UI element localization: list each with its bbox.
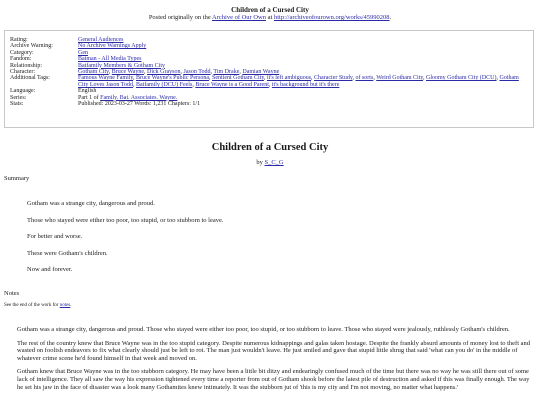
tag-link[interactable]: Gotham City Loves Jason Todd <box>78 75 519 88</box>
work-meta-box <box>4 30 534 128</box>
character-link[interactable]: Tim Drake <box>213 69 240 76</box>
tags-label: Additional Tags: <box>10 75 50 82</box>
rating-label: Rating: <box>10 37 28 43</box>
posted-suffix: . <box>389 14 392 21</box>
tag-link[interactable]: Sentient Gotham City <box>212 75 264 82</box>
character-link[interactable]: Jason Todd <box>183 69 211 76</box>
body-paragraph: Gotham was a strange city, dangerous and proud. Those who stayed were either too poor, too stupid, or too stubborn to leave. Those who stayed were jealously, ruthlessly Gotham's children. <box>17 326 510 333</box>
posted-line <box>0 14 540 22</box>
work-url-link[interactable]: http://archiveofourown.org/works/45990208 <box>273 14 390 21</box>
notes-heading: Notes <box>4 290 20 297</box>
tags-list: Famous Wayne Family, Bruce Wayne's Public Persona, Sentient Gotham City, it's left ambiguous, Character Study, of sorts, Weird Gotham City, Gloomy Gotham City (DCU), Gotham City Loves Jason Todd, Batfamily (DCU) Feels, Bruce Wayne is a Good Parent, it's background but it's there <box>78 75 519 88</box>
download-header <box>0 0 540 22</box>
tag-link[interactable]: of sorts <box>355 75 374 82</box>
notes-suffix: . <box>70 303 72 308</box>
body-paragraph: The rest of the country knew that Bruce Wayne was in the too stupid category. Despite numerous kidnappings and galas taken hostage. Despite the frankly absurd amounts of money lost to theft and wasted on foolish endeavors to fix what clearly should just be left to rot. The man just wouldn't leave. He just smiled and gave that stupid little shrug that said 'what can you do' in the middle of whatever crime scene he'd found himself in that week and moved on. <box>17 339 531 362</box>
summary-line: Gotham was a strange city, dangerous and proud. <box>27 200 155 207</box>
story-title: Children of a Cursed City <box>211 142 329 153</box>
fandom-label: Fandom: <box>10 56 32 63</box>
category-label: Category: <box>10 49 34 56</box>
tag-link[interactable]: Famous Wayne Family <box>78 75 134 82</box>
tag-link[interactable]: Character Study <box>314 75 353 82</box>
notes-link[interactable]: notes <box>59 303 71 308</box>
summary-line: For better and worse. <box>27 233 83 240</box>
tag-link[interactable]: it's background but it's there <box>271 81 340 88</box>
relationship-link[interactable]: Batfamily Members & Gotham City <box>78 62 165 69</box>
character-link[interactable]: Damian Wayne <box>242 69 280 76</box>
archive-link[interactable]: Archive of Our Own <box>212 14 266 21</box>
work-title: Children of a Cursed City <box>231 6 309 14</box>
series-prefix: Part 1 of <box>78 94 101 101</box>
warning-label: Archive Warning: <box>10 43 53 50</box>
series-link[interactable]: Family. Bat. Associates. Wayne. <box>100 94 178 101</box>
character-list: Gotham City, Bruce Wayne, Dick Grayson, Jason Todd, Tim Drake, Damian Wayne <box>78 69 280 76</box>
tag-link[interactable]: Bruce Wayne's Public Persona <box>136 75 209 82</box>
language-value: English <box>78 88 97 95</box>
byline-prefix: by <box>256 159 265 166</box>
summary-line: These were Gotham's children. <box>27 249 108 257</box>
stats-label: Stats: <box>10 101 24 108</box>
character-link[interactable]: Gotham City <box>78 69 109 76</box>
posted-prefix: Posted originally on the <box>148 14 213 21</box>
byline <box>0 159 540 166</box>
posted-mid: at <box>266 14 274 21</box>
tag-link[interactable]: Batfamily (DCU) Feels <box>135 81 193 88</box>
fandom-link[interactable]: Batman - All Media Types <box>78 56 142 63</box>
tag-link[interactable]: Gloomy Gotham City (DCU) <box>426 75 497 82</box>
language-label: Language: <box>10 88 36 95</box>
notes-prefix: See the end of the work for <box>4 303 60 308</box>
warning-link[interactable]: No Archive Warnings Apply <box>78 43 147 50</box>
summary-heading: Summary <box>4 175 30 182</box>
notes-line <box>4 303 72 308</box>
tag-link[interactable]: Bruce Wayne is a Good Parent <box>195 81 269 88</box>
tag-link[interactable]: it's left ambiguous <box>266 75 312 82</box>
author-link[interactable]: S_C_G <box>264 159 284 166</box>
character-link[interactable]: Bruce Wayne <box>111 69 145 76</box>
work-meta-grid <box>10 37 530 107</box>
body-paragraph: Gotham knew that Bruce Wayne was in the too stubborn category. He may have been a little bit ditzy and endearingly confused much of the time but there was no way he was still there out of some lack of intelligence. They all saw the way his expression tightened every time a reporter from out of Gotham shook before the latest pile of destruction and asked if this was finally enough. The way he set his jaw in the face of disaster was a look many Gothamites knew intimately. It was the stubborn jut of 'this is my city and I'm not moving, no matter what happens.' <box>17 368 530 391</box>
tag-link[interactable]: Weird Gotham City <box>376 75 424 82</box>
character-link[interactable]: Dick Grayson <box>147 69 181 76</box>
chapter-text <box>17 326 535 397</box>
series-label: Series: <box>10 94 27 101</box>
character-label: Character: <box>10 69 35 76</box>
summary-block <box>27 200 507 283</box>
stats-value: Published: 2023-03-27 Words: 1,231 Chapters: 1/1 <box>78 101 201 108</box>
rating-link[interactable]: General Audiences <box>78 37 124 43</box>
summary-line: Those who stayed were either too poor, too stupid, or too stubborn to leave. <box>27 216 224 224</box>
relationship-label: Relationship: <box>10 62 42 69</box>
summary-line: Now and forever. <box>27 266 73 273</box>
category-link[interactable]: Gen <box>78 49 88 56</box>
